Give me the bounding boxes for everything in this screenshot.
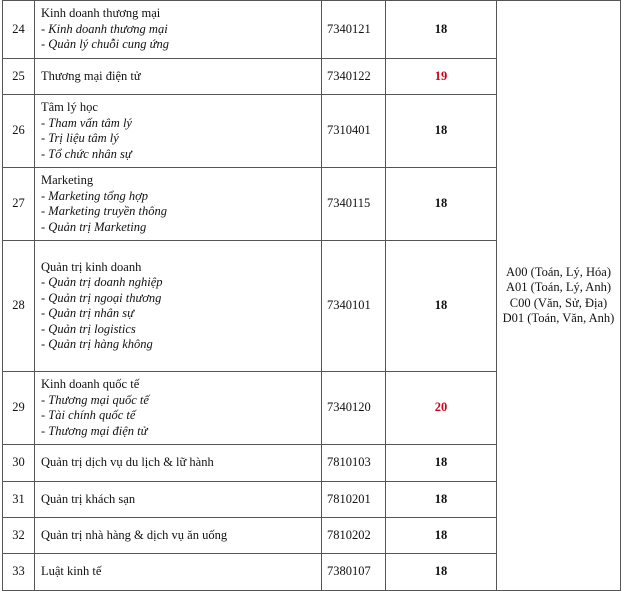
admission-table-body (3, 1, 621, 591)
row-number: 27 (3, 168, 35, 241)
specialization-item: - Quản trị hàng không (41, 337, 153, 351)
row-number: 29 (3, 372, 35, 445)
major-name: Tâm lý học (41, 100, 98, 114)
admission-score: 18 (386, 482, 497, 518)
specialization-item: - Tham vấn tâm lý (41, 115, 132, 130)
major-name: Quản trị dịch vụ du lịch & lữ hành (41, 455, 214, 470)
specialization-item: - Marketing truyền thông (41, 204, 168, 218)
major-cell (35, 95, 322, 168)
major-code: 7380107 (322, 554, 386, 591)
row-number: 32 (3, 518, 35, 554)
major-code: 7340101 (322, 241, 386, 372)
major-name: Thương mại điện tử (41, 68, 141, 83)
subject-combination: C00 (Văn, Sử, Địa) (509, 295, 608, 310)
major-code: 7340122 (322, 59, 386, 95)
specialization-item: - Tài chính quốc tế (41, 408, 136, 422)
major-code: 7810103 (322, 445, 386, 482)
row-number: 26 (3, 95, 35, 168)
admission-score: 18 (386, 241, 497, 372)
row-number: 24 (3, 1, 35, 59)
subject-combination: D01 (Toán, Văn, Anh) (502, 311, 615, 325)
specialization-item: - Thương mại quốc tế (41, 392, 149, 407)
row-number: 33 (3, 554, 35, 591)
major-name: Kinh doanh quốc tế (41, 377, 140, 391)
subject-combinations-cell (497, 1, 621, 591)
specialization-item: - Trị liệu tâm lý (41, 131, 119, 145)
major-code: 7340121 (322, 1, 386, 59)
major-name: Quản trị nhà hàng & dịch vụ ăn uống (41, 527, 228, 542)
admission-score: 18 (386, 168, 497, 241)
major-code: 7340120 (322, 372, 386, 445)
specialization-item: - Quản lý chuỗi cung ứng (41, 37, 169, 52)
admission-table (2, 0, 621, 591)
major-cell (35, 482, 322, 518)
admission-score: 18 (386, 445, 497, 482)
table-row (3, 1, 621, 59)
specialization-item: - Quản trị logistics (41, 321, 136, 336)
major-code: 7810202 (322, 518, 386, 554)
specialization-item: - Quản trị ngoại thương (41, 290, 162, 305)
major-name: Quản trị khách sạn (41, 491, 136, 506)
row-number: 28 (3, 241, 35, 372)
major-name: Luật kinh tế (41, 564, 102, 579)
major-cell (35, 445, 322, 482)
admission-score: 18 (386, 554, 497, 591)
major-cell (35, 59, 322, 95)
specialization-item: - Quản trị doanh nghiệp (41, 275, 163, 289)
major-code: 7340115 (322, 168, 386, 241)
row-number: 25 (3, 59, 35, 95)
specialization-item: - Quản trị nhân sự (41, 306, 134, 320)
specialization-item: - Thương mại điện tử (41, 423, 148, 438)
major-code: 7310401 (322, 95, 386, 168)
specialization-item: - Tổ chức nhân sự (41, 146, 132, 161)
admission-score: 18 (386, 518, 497, 554)
major-cell (35, 518, 322, 554)
subject-combination: A00 (Toán, Lý, Hóa) (506, 264, 611, 279)
admission-score: 19 (386, 59, 497, 95)
major-cell (35, 554, 322, 591)
row-number: 30 (3, 445, 35, 482)
specialization-item: - Quản trị Marketing (41, 219, 147, 234)
specialization-item: - Marketing tổng hợp (41, 188, 149, 203)
major-cell (35, 1, 322, 59)
specialization-item: - Kinh doanh thương mại (41, 21, 168, 36)
major-cell (35, 241, 322, 372)
major-cell (35, 168, 322, 241)
admission-score: 18 (386, 1, 497, 59)
major-code: 7810201 (322, 482, 386, 518)
major-name: Kinh doanh thương mại (41, 6, 161, 21)
major-name: Marketing (41, 173, 94, 187)
major-name: Quản trị kinh doanh (41, 259, 142, 274)
row-number: 31 (3, 482, 35, 518)
admission-score: 18 (386, 95, 497, 168)
major-cell (35, 372, 322, 445)
admission-score: 20 (386, 372, 497, 445)
subject-combination: A01 (Toán, Lý, Anh) (505, 280, 611, 294)
